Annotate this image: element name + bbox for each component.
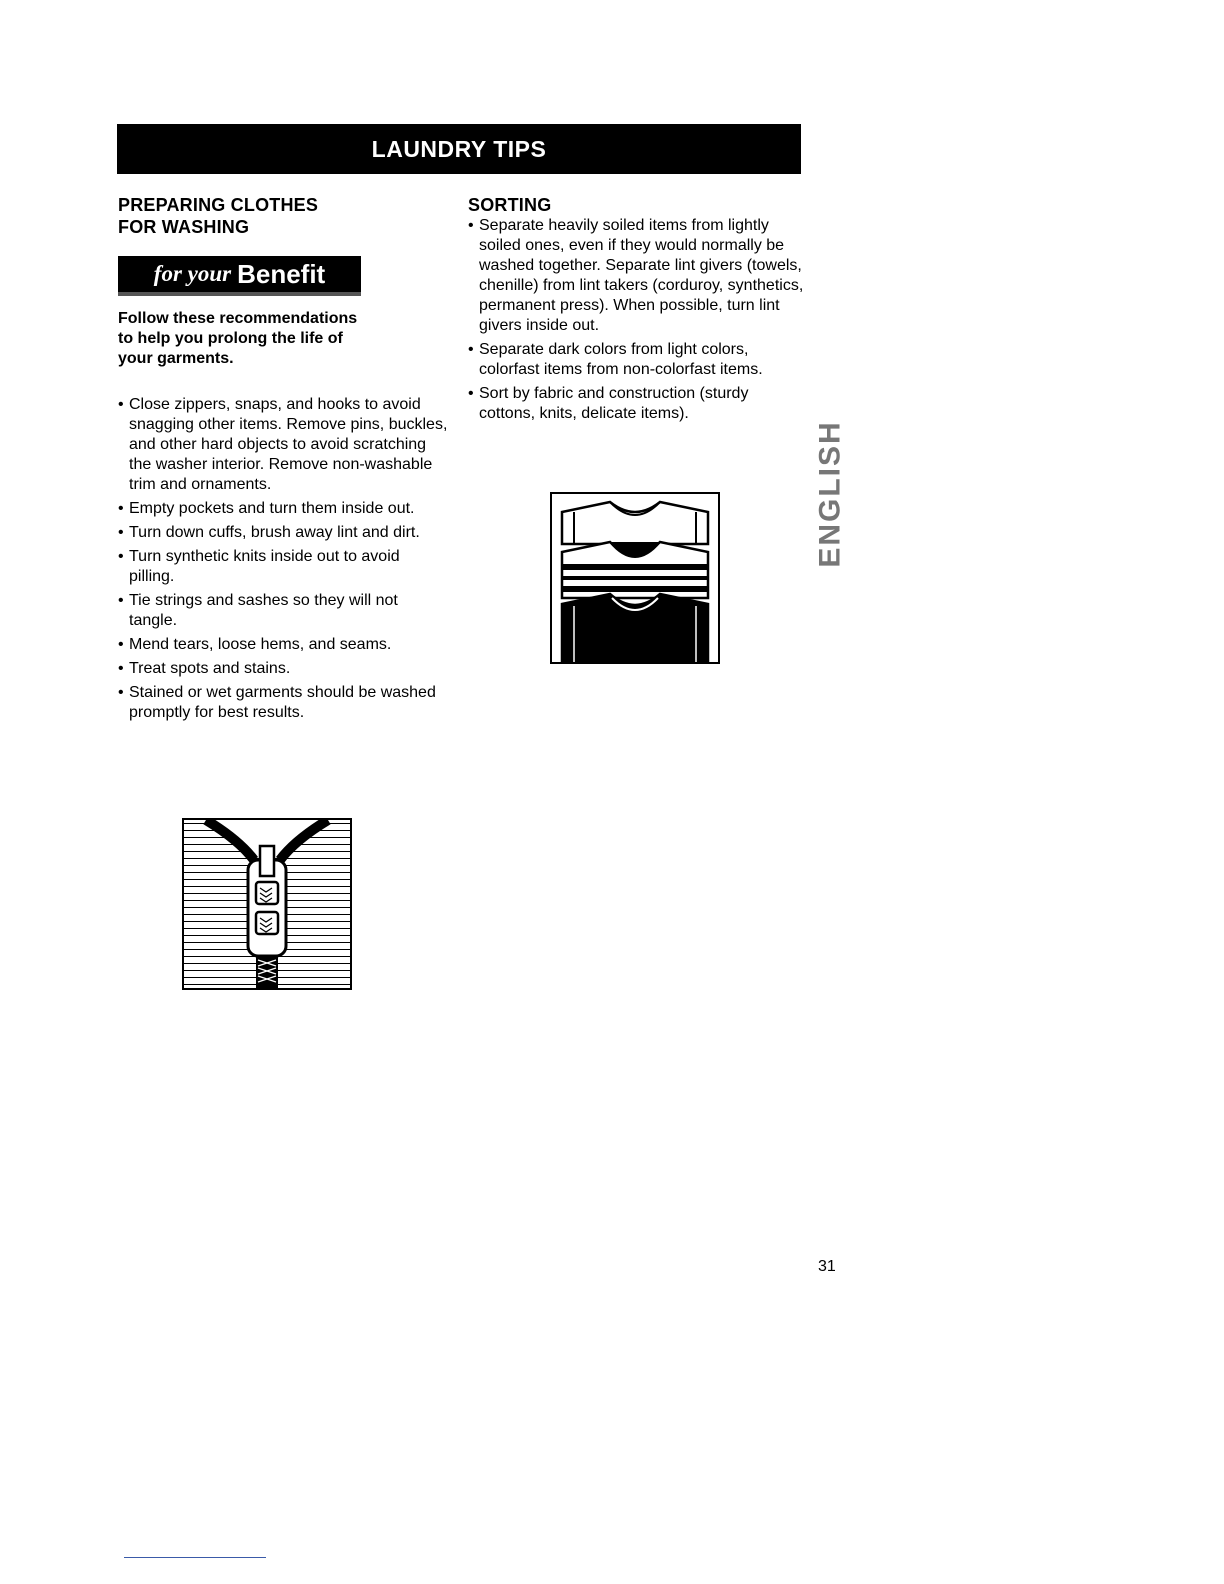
preparing-heading <box>118 194 448 238</box>
badge-small-text: for your <box>153 261 232 286</box>
list-item: • Sort by fabric and construction (sturdy cottons, knits, delicate items). <box>468 384 808 424</box>
intro-line-2: to help you prolong the life of <box>118 330 343 347</box>
side-tab-text: ENGLISH <box>814 420 848 568</box>
section-banner <box>117 124 801 174</box>
preparing-intro <box>118 309 418 369</box>
list-item: • Separate dark colors from light colors, colorfast items from non-colorfast items. <box>468 340 808 380</box>
list-item: • Tie strings and sashes so they will not tangle. <box>118 591 448 631</box>
preparing-heading-line1: PREPARING CLOTHES <box>118 195 319 215</box>
preparing-list-container <box>118 395 448 727</box>
sorting-heading: SORTING <box>468 195 552 215</box>
list-item: • Close zippers, snaps, and hooks to avoid snagging other items. Remove pins, buckles, and other hard objects to avoid scratching the washer interior. Remove non-washable trim and ornaments. <box>118 395 448 495</box>
sorted-shirts-illustration <box>550 492 720 664</box>
footer-divider <box>124 1557 266 1558</box>
list-item: • Treat spots and stains. <box>118 659 448 679</box>
language-side-tab <box>816 408 846 580</box>
intro-line-1: Follow these recommendations <box>118 310 358 327</box>
list-item: • Mend tears, loose hems, and seams. <box>118 635 448 655</box>
preparing-section <box>118 194 448 238</box>
intro-line-3: your garments. <box>118 350 234 367</box>
list-item: • Stained or wet garments should be washed promptly for best results. <box>118 683 448 723</box>
shirts-icon <box>552 494 718 662</box>
sorting-section <box>468 194 808 428</box>
sorting-list <box>468 216 808 424</box>
list-item: • Empty pockets and turn them inside out. <box>118 499 448 519</box>
preparing-heading-line2: FOR WASHING <box>118 217 250 237</box>
list-item: • Turn synthetic knits inside out to avoid pilling. <box>118 547 448 587</box>
page-number: 31 <box>818 1258 836 1275</box>
badge-big-text: Benefit <box>237 258 326 289</box>
zipper-illustration <box>182 818 352 990</box>
for-your-benefit-badge <box>118 256 361 296</box>
preparing-list <box>118 395 448 723</box>
zipper-icon <box>184 820 350 988</box>
banner-title: LAUNDRY TIPS <box>371 135 547 162</box>
list-item: • Turn down cuffs, brush away lint and dirt. <box>118 523 448 543</box>
list-item: • Separate heavily soiled items from lightly soiled ones, even if they would normally be washed together. Separate lint givers (towels, chenille) from lint takers (corduroy, synthetics, permanent press). When possible, turn lint givers inside out. <box>468 216 808 336</box>
